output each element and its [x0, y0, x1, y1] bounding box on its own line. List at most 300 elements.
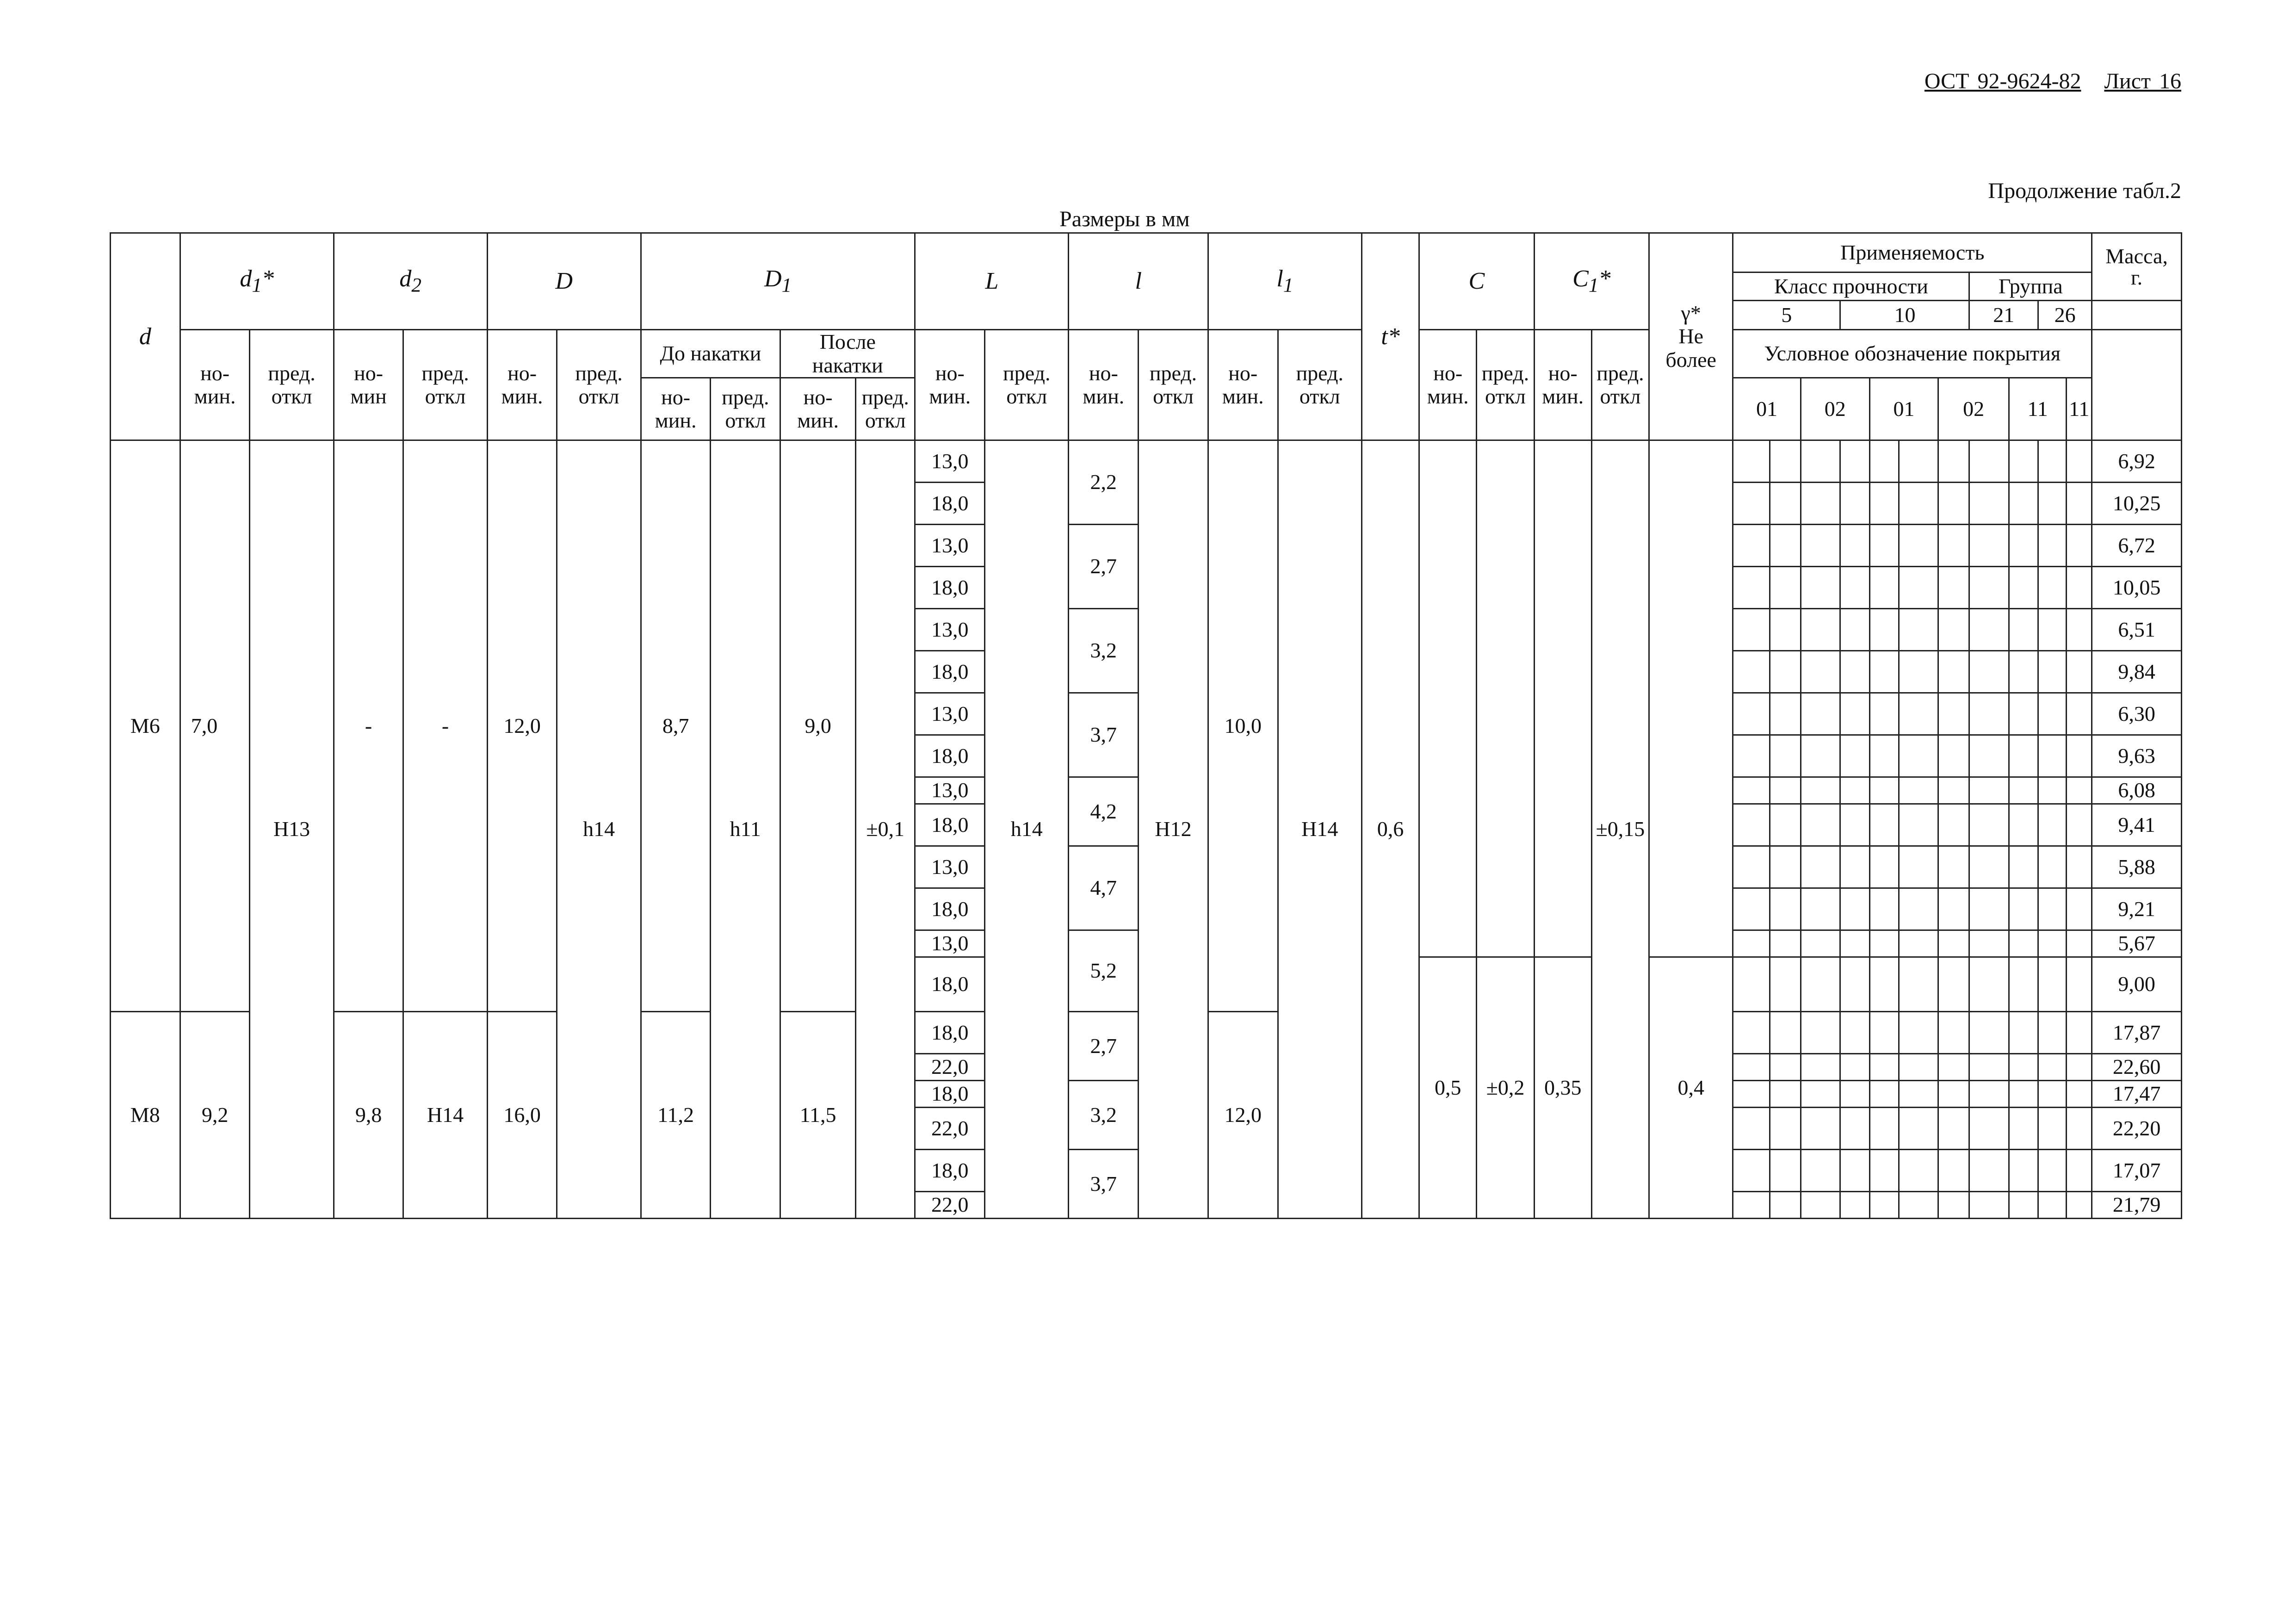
applicability-cell [1770, 930, 1801, 957]
applicability-cell [1899, 735, 1938, 777]
applicability-cell [1770, 693, 1801, 735]
class-value-5: 5 [1733, 301, 1840, 330]
applicability-cell [1969, 888, 2009, 930]
applicability-cell [2067, 957, 2092, 1012]
table-cell-L: 13,0 [915, 440, 985, 483]
m8-C1-nom: 0,35 [1534, 957, 1591, 1219]
applicability-cell [1869, 440, 1899, 483]
d1-tol: H13 [250, 440, 334, 1219]
applicability-cell [1733, 846, 1770, 888]
l1-tol: H14 [1278, 440, 1362, 1219]
table-cell-l: 3,2 [1069, 1081, 1139, 1150]
applicability-cell [1938, 888, 1969, 930]
applicability-cell [1770, 1150, 1801, 1192]
l-nom-header: но- мин. [1069, 330, 1139, 440]
m6-d1-nom: 7,0 [180, 440, 250, 1012]
applicability-cell [1770, 483, 1801, 525]
applicability-cell [2038, 777, 2067, 804]
mass-header-sub [2092, 330, 2182, 440]
applicability-cell [1869, 1108, 1899, 1150]
strength-class-header: Класс прочности [1733, 273, 1969, 301]
applicability-cell [1801, 804, 1840, 846]
applicability-cell [1801, 777, 1840, 804]
applicability-cell [1899, 1081, 1938, 1108]
applicability-cell [2009, 1054, 2038, 1081]
applicability-cell [1770, 1081, 1801, 1108]
applicability-cell [1770, 846, 1801, 888]
applicability-cell [2038, 567, 2067, 609]
applicability-cell [1969, 1192, 2009, 1219]
dimensions-table [110, 232, 2182, 1219]
m6-D1-before: 8,7 [641, 440, 711, 1012]
applicability-cell [1869, 735, 1899, 777]
table-cell-L: 18,0 [915, 567, 985, 609]
l1-nom-header: но- мин. [1208, 330, 1278, 440]
group-value-26: 26 [2038, 301, 2092, 330]
applicability-cell [1938, 525, 1969, 567]
D-nom-header: но- мин. [487, 330, 557, 440]
table-cell-mass: 6,92 [2092, 440, 2182, 483]
table-cell-l: 4,7 [1069, 846, 1139, 930]
applicability-cell [1869, 1192, 1899, 1219]
applicability-cell [2009, 609, 2038, 651]
applicability-cell [2038, 1108, 2067, 1150]
applicability-cell [1969, 483, 2009, 525]
col-d1-header: $d_1*$ [180, 233, 334, 330]
applicability-cell [1899, 1192, 1938, 1219]
applicability-cell [1969, 1012, 2009, 1054]
table-cell-L: 18,0 [915, 483, 985, 525]
applicability-cell [1770, 1054, 1801, 1081]
col-D-header: D [487, 233, 641, 330]
applicability-cell [1801, 1150, 1840, 1192]
applicability-cell [1801, 957, 1840, 1012]
applicability-cell [1899, 693, 1938, 735]
applicability-cell [1899, 525, 1938, 567]
l1-tol-header: пред. откл [1278, 330, 1362, 440]
table-cell-l: 2,2 [1069, 440, 1139, 525]
m8-gamma: 0,4 [1649, 957, 1733, 1219]
applicability-cell [2038, 888, 2067, 930]
applicability-cell [1938, 651, 1969, 693]
applicability-cell [1969, 525, 2009, 567]
applicability-cell [1770, 1012, 1801, 1054]
table-cell-mass: 5,88 [2092, 846, 2182, 888]
mass-header: Масса, г. [2092, 233, 2182, 301]
table-cell-l: 5,2 [1069, 930, 1139, 1012]
t-value: 0,6 [1362, 440, 1419, 1219]
applicability-cell [1733, 930, 1770, 957]
applicability-cell [1869, 804, 1899, 846]
applicability-cell [2067, 888, 2092, 930]
table-cell-l: 2,7 [1069, 525, 1139, 609]
applicability-cell [2009, 483, 2038, 525]
m6-D-nom: 12,0 [487, 440, 557, 1012]
applicability-cell [1801, 888, 1840, 930]
applicability-cell [1840, 525, 1869, 567]
applicability-cell [1840, 1081, 1869, 1108]
d1-nom-header: но- мин. [180, 330, 250, 440]
applicability-cell [1840, 609, 1869, 651]
applicability-cell [1801, 693, 1840, 735]
applicability-cell [1770, 1192, 1801, 1219]
m8-d2-nom: 9,8 [334, 1012, 403, 1219]
applicability-cell [2038, 930, 2067, 957]
applicability-cell [1938, 1054, 1969, 1081]
C1-nom-header: но- мин. [1534, 330, 1591, 440]
applicability-cell [1969, 1054, 2009, 1081]
applicability-cell [1938, 693, 1969, 735]
applicability-cell [2009, 804, 2038, 846]
table-cell-mass: 9,21 [2092, 888, 2182, 930]
applicability-cell [2067, 1192, 2092, 1219]
applicability-cell [2067, 735, 2092, 777]
coating-code-3: 01 [1869, 378, 1938, 440]
applicability-cell [1801, 483, 1840, 525]
table-cell-L: 13,0 [915, 930, 985, 957]
table-cell-l: 3,2 [1069, 609, 1139, 693]
table-cell-L: 22,0 [915, 1054, 985, 1081]
applicability-cell [1840, 846, 1869, 888]
applicability-cell [1840, 1012, 1869, 1054]
applicability-cell [1770, 735, 1801, 777]
table-cell-mass: 17,87 [2092, 1012, 2182, 1054]
m8-d1-nom: 9,2 [180, 1012, 250, 1219]
applicability-cell [2067, 777, 2092, 804]
applicability-cell [1770, 1108, 1801, 1150]
applicability-cell [1770, 567, 1801, 609]
applicability-cell [1840, 1150, 1869, 1192]
applicability-cell [1869, 1150, 1899, 1192]
applicability-cell [2009, 525, 2038, 567]
applicability-cell [1733, 777, 1770, 804]
applicability-cell [1869, 1012, 1899, 1054]
applicability-cell [1840, 693, 1869, 735]
applicability-cell [1969, 1150, 2009, 1192]
applicability-cell [1938, 804, 1969, 846]
applicability-cell [1801, 1054, 1840, 1081]
applicability-cell [1969, 846, 2009, 888]
applicability-cell [1969, 651, 2009, 693]
applicability-cell [1969, 777, 2009, 804]
applicability-cell [1733, 1081, 1770, 1108]
applicability-cell [1969, 1081, 2009, 1108]
applicability-cell [1840, 957, 1869, 1012]
applicability-cell [1770, 440, 1801, 483]
applicability-cell [1938, 1108, 1969, 1150]
standard-number: ОСТ 92-9624-82 [1924, 69, 2081, 93]
applicability-cell [1869, 846, 1899, 888]
applicability-cell [2067, 1081, 2092, 1108]
applicability-cell [1938, 1192, 1969, 1219]
applicability-cell [2038, 1150, 2067, 1192]
applicability-cell [2067, 1108, 2092, 1150]
d2-tol-header: пред. откл [403, 330, 487, 440]
applicability-cell [2009, 888, 2038, 930]
C1-tol-header: пред. откл [1591, 330, 1649, 440]
m6-d: М6 [111, 440, 180, 1012]
table-cell-mass: 9,41 [2092, 804, 2182, 846]
applicability-cell [2067, 693, 2092, 735]
C-tol-header: пред. откл [1477, 330, 1534, 440]
applicability-cell [1840, 804, 1869, 846]
table-cell-L: 13,0 [915, 525, 985, 567]
applicability-cell [1840, 777, 1869, 804]
applicability-cell [1869, 930, 1899, 957]
D1-before-nom-header: но- мин. [641, 378, 711, 440]
applicability-cell [2009, 440, 2038, 483]
m6-C1-nom [1534, 440, 1591, 957]
applicability-cell [2009, 957, 2038, 1012]
L-tol-header: пред. откл [985, 330, 1069, 440]
applicability-cell [1869, 1081, 1899, 1108]
applicability-cell [2038, 1054, 2067, 1081]
m6-D1-after: 9,0 [780, 440, 856, 1012]
table-cell-L: 18,0 [915, 1012, 985, 1054]
table-cell-L: 13,0 [915, 609, 985, 651]
table-cell-mass: 21,79 [2092, 1192, 2182, 1219]
col-L-header: L [915, 233, 1069, 330]
applicability-cell [1899, 609, 1938, 651]
table-cell-L: 18,0 [915, 651, 985, 693]
l-tol: H12 [1139, 440, 1208, 1219]
table-cell-mass: 10,25 [2092, 483, 2182, 525]
applicability-cell [1801, 1012, 1840, 1054]
group-header: Группа [1969, 273, 2092, 301]
table-cell-mass: 9,63 [2092, 735, 2182, 777]
applicability-cell [2067, 525, 2092, 567]
applicability-cell [1899, 651, 1938, 693]
applicability-cell [2038, 735, 2067, 777]
applicability-cell [1733, 1108, 1770, 1150]
table-cell-mass: 9,84 [2092, 651, 2182, 693]
applicability-cell [1969, 440, 2009, 483]
applicability-cell [1938, 846, 1969, 888]
applicability-cell [1969, 567, 2009, 609]
applicability-cell [1938, 1012, 1969, 1054]
l-tol-header: пред. откл [1139, 330, 1208, 440]
m8-D1-after: 11,5 [780, 1012, 856, 1219]
applicability-cell [1801, 651, 1840, 693]
applicability-cell [2009, 777, 2038, 804]
applicability-cell [1801, 567, 1840, 609]
applicability-cell [1869, 483, 1899, 525]
table-cell-L: 13,0 [915, 777, 985, 804]
applicability-cell [1899, 888, 1938, 930]
applicability-cell [1969, 957, 2009, 1012]
applicability-cell [1899, 930, 1938, 957]
applicability-cell [1938, 1081, 1969, 1108]
col-t-header: t* [1362, 233, 1419, 440]
applicability-cell [1899, 440, 1938, 483]
m8-d2-tol: H14 [403, 1012, 487, 1219]
coating-code-2: 02 [1801, 378, 1869, 440]
coating-code-1: 01 [1733, 378, 1801, 440]
applicability-cell [2038, 483, 2067, 525]
applicability-cell [1899, 1054, 1938, 1081]
applicability-cell [1899, 1108, 1938, 1150]
table-cell-mass: 6,30 [2092, 693, 2182, 735]
applicability-cell [1938, 930, 1969, 957]
applicability-cell [1733, 693, 1770, 735]
table-cell-mass: 17,07 [2092, 1150, 2182, 1192]
after-knurl-header: После накатки [780, 330, 915, 378]
applicability-cell [2038, 846, 2067, 888]
table-continuation-label: Продолжение табл.2 [1988, 179, 2181, 203]
m8-l1-nom: 12,0 [1208, 1012, 1278, 1219]
table-cell-L: 18,0 [915, 1150, 985, 1192]
applicability-cell [1899, 567, 1938, 609]
applicability-cell [1869, 888, 1899, 930]
applicability-cell [2038, 525, 2067, 567]
applicability-header: Применяемость [1733, 233, 2092, 273]
applicability-cell [1801, 1081, 1840, 1108]
table-cell-l: 3,7 [1069, 693, 1139, 777]
applicability-cell [2067, 567, 2092, 609]
m6-C-tol [1477, 440, 1534, 957]
table-cell-L: 18,0 [915, 888, 985, 930]
applicability-cell [2038, 1081, 2067, 1108]
applicability-cell [1869, 957, 1899, 1012]
applicability-cell [1770, 777, 1801, 804]
applicability-cell [1801, 525, 1840, 567]
applicability-cell [1869, 693, 1899, 735]
applicability-cell [2009, 846, 2038, 888]
applicability-cell [2009, 930, 2038, 957]
applicability-cell [1969, 1108, 2009, 1150]
applicability-cell [1899, 846, 1938, 888]
applicability-cell [1938, 483, 1969, 525]
table-cell-L: 18,0 [915, 957, 985, 1012]
applicability-cell [2038, 440, 2067, 483]
group-value-21: 21 [1969, 301, 2038, 330]
applicability-cell [1899, 777, 1938, 804]
mass-header-blank [2092, 301, 2182, 330]
sheet-number: Лист 16 [2104, 69, 2181, 93]
applicability-cell [2038, 804, 2067, 846]
m6-l1-nom: 10,0 [1208, 440, 1278, 1012]
applicability-cell [2009, 1192, 2038, 1219]
col-D1-header: $D_1$ [641, 233, 915, 330]
L-nom-header: но- мин. [915, 330, 985, 440]
D-tol-header: пред. откл [557, 330, 641, 440]
applicability-cell [2009, 651, 2038, 693]
m8-D-nom: 16,0 [487, 1012, 557, 1219]
table-cell-L: 22,0 [915, 1192, 985, 1219]
applicability-cell [1733, 609, 1770, 651]
applicability-cell [1938, 1150, 1969, 1192]
applicability-cell [1733, 804, 1770, 846]
applicability-cell [2067, 930, 2092, 957]
col-C1-header: $C_1*$ [1534, 233, 1649, 330]
coating-header: Условное обозначение покрытия [1733, 330, 2092, 378]
applicability-cell [1733, 525, 1770, 567]
table-cell-mass: 5,67 [2092, 930, 2182, 957]
coating-code-6: 11 [2067, 378, 2092, 440]
col-l-header: l [1069, 233, 1208, 330]
applicability-cell [2009, 735, 2038, 777]
applicability-cell [2067, 651, 2092, 693]
applicability-cell [1969, 804, 2009, 846]
m6-d2-tol: - [403, 440, 487, 1012]
applicability-cell [1840, 735, 1869, 777]
C1-tol: ±0,15 [1591, 440, 1649, 1219]
D1-after-tol-header: пред. откл [856, 378, 915, 440]
table-cell-mass: 6,08 [2092, 777, 2182, 804]
table-cell-mass: 22,60 [2092, 1054, 2182, 1081]
applicability-cell [1938, 735, 1969, 777]
m6-gamma [1649, 440, 1733, 957]
applicability-cell [2009, 1081, 2038, 1108]
applicability-cell [1938, 440, 1969, 483]
table-cell-L: 18,0 [915, 1081, 985, 1108]
applicability-cell [1801, 1192, 1840, 1219]
applicability-cell [1733, 1150, 1770, 1192]
table-cell-mass: 22,20 [2092, 1108, 2182, 1150]
units-label: Размеры в мм [1059, 207, 1190, 231]
applicability-cell [1733, 1054, 1770, 1081]
applicability-cell [1899, 1150, 1938, 1192]
applicability-cell [1733, 567, 1770, 609]
applicability-cell [1969, 735, 2009, 777]
applicability-cell [1969, 609, 2009, 651]
applicability-cell [1801, 440, 1840, 483]
applicability-cell [2009, 693, 2038, 735]
table-cell-l: 4,2 [1069, 777, 1139, 846]
applicability-cell [1733, 957, 1770, 1012]
applicability-cell [1938, 609, 1969, 651]
applicability-cell [2009, 1012, 2038, 1054]
applicability-cell [1938, 567, 1969, 609]
C-nom-header: но- мин. [1419, 330, 1477, 440]
applicability-cell [1899, 1012, 1938, 1054]
applicability-cell [1801, 930, 1840, 957]
applicability-cell [2067, 804, 2092, 846]
applicability-cell [1869, 1054, 1899, 1081]
table-cell-l: 2,7 [1069, 1012, 1139, 1081]
applicability-cell [1801, 609, 1840, 651]
applicability-cell [2038, 1192, 2067, 1219]
applicability-cell [1869, 777, 1899, 804]
applicability-cell [2038, 651, 2067, 693]
applicability-cell [1840, 440, 1869, 483]
applicability-cell [1733, 651, 1770, 693]
table-cell-L: 13,0 [915, 693, 985, 735]
applicability-cell [1801, 1108, 1840, 1150]
coating-code-5: 11 [2009, 378, 2067, 440]
col-d2-header: $d_2$ [334, 233, 487, 330]
applicability-cell [1840, 567, 1869, 609]
m6-C-nom [1419, 440, 1477, 957]
applicability-cell [1869, 525, 1899, 567]
col-d-header: d [111, 233, 180, 440]
applicability-cell [1770, 804, 1801, 846]
applicability-cell [1938, 957, 1969, 1012]
applicability-cell [1770, 651, 1801, 693]
applicability-cell [1840, 1192, 1869, 1219]
applicability-cell [1770, 525, 1801, 567]
applicability-cell [1840, 1108, 1869, 1150]
applicability-cell [1840, 930, 1869, 957]
table-cell-L: 13,0 [915, 846, 985, 888]
table-cell-mass: 6,51 [2092, 609, 2182, 651]
applicability-cell [2067, 609, 2092, 651]
m8-C-nom: 0,5 [1419, 957, 1477, 1219]
table-cell-L: 18,0 [915, 735, 985, 777]
applicability-cell [1899, 804, 1938, 846]
col-C-header: C [1419, 233, 1534, 330]
applicability-cell [1899, 957, 1938, 1012]
